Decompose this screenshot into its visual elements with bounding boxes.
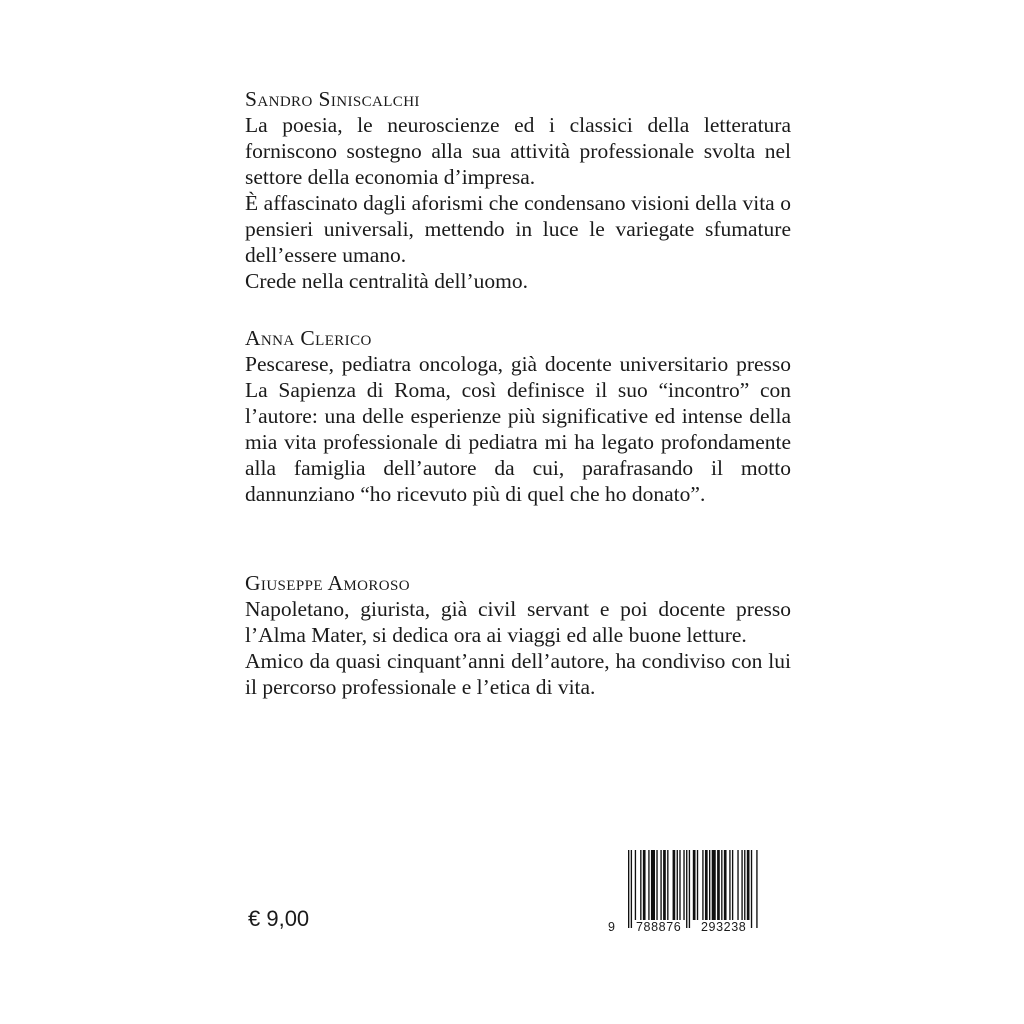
- barcode-bar: [663, 850, 666, 920]
- barcode-bar: [689, 850, 690, 928]
- barcode-bar: [667, 850, 668, 920]
- barcode-bar: [756, 850, 757, 928]
- bio-paragraph: Pescarese, pediatra oncologa, già docente universitario presso La Sapienza di Roma, così definisce il suo “incontro” con l’autore: una delle esperienze più significative ed intense della mia vita professionale di pediatra mi ha legato profondamente alla famiglia dell’autore da cui, parafrasando il motto dannunziano “ho ricevuto più di quel che ho donato”.: [245, 352, 791, 506]
- barcode-bar: [640, 850, 641, 920]
- author-name: Anna Clerico: [245, 326, 372, 350]
- barcode-bar: [628, 850, 629, 928]
- barcode-bar: [697, 850, 698, 920]
- barcode-bar: [631, 850, 632, 928]
- barcode-bar: [643, 850, 646, 920]
- barcode-bars: [594, 850, 784, 928]
- barcode-bar: [660, 850, 661, 920]
- author-bio-amoroso: [245, 570, 791, 700]
- barcode-bar: [656, 850, 657, 920]
- isbn-right-group: 293238: [701, 920, 747, 934]
- barcode-bar: [721, 850, 722, 920]
- barcode-bar: [751, 850, 752, 928]
- barcode-bar: [693, 850, 696, 920]
- barcode-bar: [712, 850, 716, 920]
- barcode-bar: [673, 850, 676, 920]
- barcode-bar: [724, 850, 727, 920]
- isbn-barcode: [594, 850, 784, 942]
- barcode-bar: [686, 850, 687, 928]
- barcode-bar: [747, 850, 750, 920]
- barcode-bar: [732, 850, 733, 920]
- barcode-bar: [717, 850, 720, 920]
- bio-paragraph: Crede nella centralità dell’uomo.: [245, 269, 528, 293]
- bio-paragraph: È affascinato dagli aforismi che condensano visioni della vita o pensieri universali, mettendo in luce le variegate sfumature dell’essere umano.: [245, 191, 791, 267]
- author-name: Sandro Siniscalchi: [245, 87, 420, 111]
- barcode-bar: [679, 850, 680, 920]
- barcode-bar: [737, 850, 738, 920]
- barcode-bar: [651, 850, 655, 920]
- price-label: € 9,00: [248, 906, 310, 931]
- bio-paragraph: La poesia, le neuroscienze ed i classici della letteratura forniscono sostegno alla sua attività professionale svolta nel settore della economia d’impresa.: [245, 113, 791, 189]
- isbn-first-digit: 9: [608, 920, 616, 934]
- isbn-left-group: 788876: [636, 920, 682, 934]
- barcode-bar: [648, 850, 649, 920]
- barcode-bar: [729, 850, 730, 920]
- barcode-bar: [741, 850, 742, 920]
- bio-paragraph: Napoletano, giurista, già civil servant e poi docente presso l’Alma Mater, si dedica ora ai viaggi ed alle buone letture.: [245, 597, 791, 647]
- barcode-bar: [709, 850, 710, 920]
- barcode-bar: [702, 850, 703, 920]
- barcode-bar: [705, 850, 708, 920]
- bio-paragraph: Amico da quasi cinquant’anni dell’autore, ha condiviso con lui il percorso professionale e l’etica di vita.: [245, 649, 791, 699]
- barcode-bar: [635, 850, 636, 920]
- author-bio-siniscalchi: [245, 86, 791, 294]
- barcode-bar: [677, 850, 678, 920]
- barcode-bar: [744, 850, 745, 920]
- barcode-bar: [683, 850, 684, 920]
- author-name: Giuseppe Amoroso: [245, 571, 411, 595]
- author-bio-clerico: [245, 325, 791, 507]
